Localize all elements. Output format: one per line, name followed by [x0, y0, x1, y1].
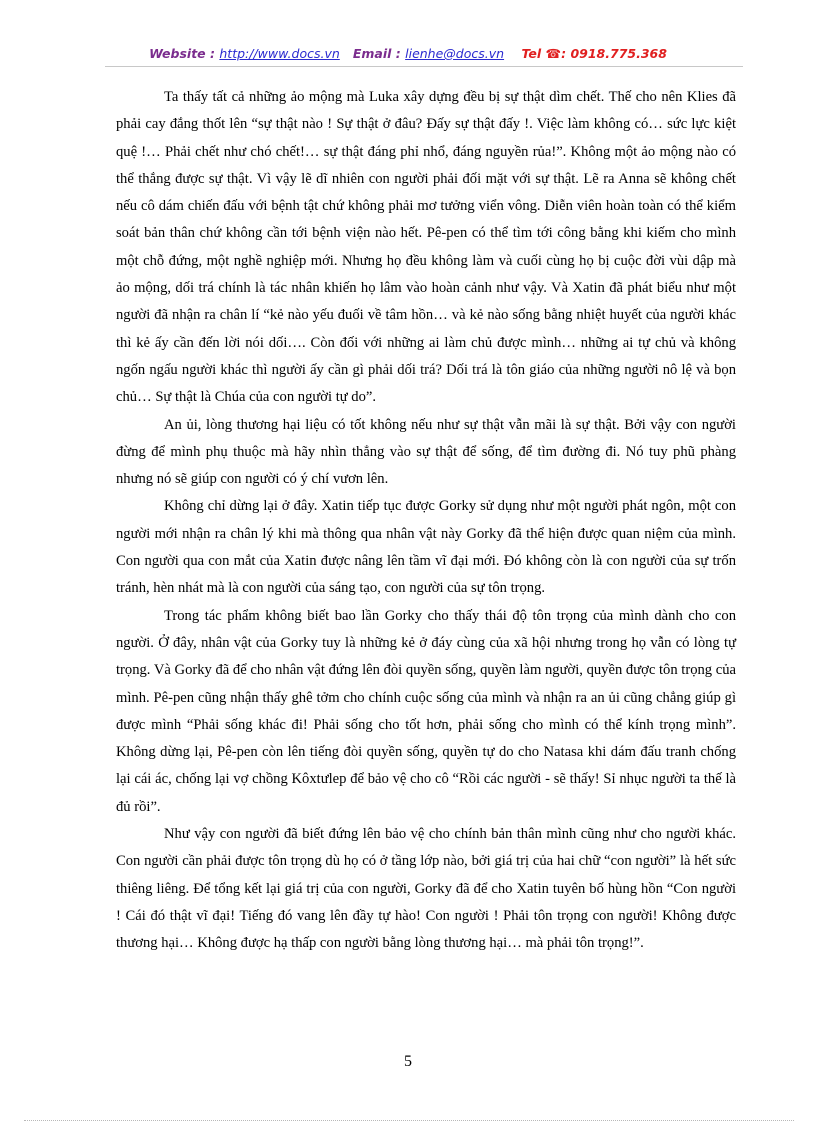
page-header — [0, 46, 816, 61]
paragraph: An ủi, lòng thương hại liệu có tốt không nếu như sự thật vẫn mãi là sự thật. Bởi vậy con người đừng để mình phụ thuộc mà hãy nhìn thẳng vào sự thật để sống, để tìm đường đi. Nó tuy phũ phàng nhưng nó sẽ giúp con người có ý chí vươn lên. — [116, 416, 736, 488]
page-number: 5 — [404, 1053, 412, 1070]
email-label: Email : — [352, 46, 401, 61]
paragraph: Như vậy con người đã biết đứng lên bảo vệ cho chính bản thân mình cũng như cho người khác. Con người cần phải được tôn trọng dù họ có ở tầng lớp nào, bởi giá trị của hai chữ “con người” là hết sức thiêng liêng. Để tổng kết lại giá trị của con người, Gorky đã để cho Xatin tuyên bố hùng hồn “Con người ! Cái đó thật vĩ đại! Tiếng đó vang lên đầy tự hào! Con người ! Phải tôn trọng con người! Không được thương hại… Không được hạ thấp con người bằng lòng thương hại… mà phải tôn trọng!”. — [116, 826, 736, 952]
website-label: Website : — [149, 46, 216, 61]
footer-divider — [24, 1120, 794, 1121]
paragraph: Trong tác phẩm không biết bao lần Gorky cho thấy thái độ tôn trọng của mình dành cho con người. Ở đây, nhân vật của Gorky tuy là những kẻ ở đáy cùng của xã hội nhưng trong họ vẫn có lòng tự trọng. Và Gorky đã để cho nhân vật đứng lên đòi quyền sống, quyền làm người, quyền được tôn trọng của mình. Pê-pen cũng nhận thấy ghê tởm cho chính cuộc sống của mình và nhận ra an ủi cũng chẳng giúp gì được mình “Phải sống khác đi! Phải sống cho tốt hơn, phải sống cho mình có thể kính trọng mình”. Không dừng lại, Pê-pen còn lên tiếng đòi quyền sống, quyền tự do cho Natasa khi dám đấu tranh chống lại cái ác, chống lại vợ chồng Kôxtưlep để bảo vệ cho cô “Rồi các người - sẽ thấy! Sỉ nhục người ta thế là đủ rồi”. — [116, 607, 736, 815]
tel-number: 0918.775.368 — [570, 46, 667, 61]
paragraph: Ta thấy tất cả những ảo mộng mà Luka xây dựng đều bị sự thật dìm chết. Thế cho nên Klies đã phải cay đắng thốt lên “sự thật nào ! Sự thật ở đâu? Đấy sự thật đấy !. Việc làm không có… sức lực kiệt quệ !… Phải chết như chó chết!… sự thật đáng phỉ nhổ, đáng nguyền rủa!”. Không một ảo mộng nào có thể thắng được sự thật. Vì vậy lẽ dĩ nhiên con người phải đối mặt với sự thật. Lẽ ra Anna sẽ không chết nếu cô dám chiến đấu với bệnh tật chứ không phải mơ tưởng viển vông. Diễn viên hoàn toàn có thể kiểm soát bản thân chứ không cần tới bệnh viện nào hết. Pê-pen có thể tìm tới công bằng khi kiếm cho mình một chỗ đứng, một nghề nghiệp mới. Nhưng họ đều không làm và cuối cùng họ bị cuộc đời vùi dập mà ảo mộng, dối trá chính là tác nhân khiến họ lâm vào hoàn cảnh như vậy. Và Xatin đã phát biểu như một người đã nhận ra chân lí “kẻ nào yếu đuối về tâm hồn… và kẻ nào sống bằng nhiệt huyết của người khác thì kẻ ấy cần đến lời nói dối…. Còn đối với những ai làm chủ được mình… những ai tự chủ và không ngốn ngấu người khác thì người ấy cần gì phải dối trá? Dối trá là tôn giáo của những người nô lệ và bọn chủ… Sự thật là Chúa của con người tự do”. — [116, 89, 736, 406]
document-body — [116, 84, 736, 958]
email-link[interactable]: lienhe@docs.vn — [405, 46, 505, 61]
header-divider — [105, 66, 743, 67]
tel-label: Tel ☎: — [521, 46, 567, 61]
paragraph: Không chỉ dừng lại ở đây. Xatin tiếp tục được Gorky sử dụng như một người phát ngôn, một con người mới nhận ra chân lý khi mà thông qua nhân vật này Gorky đã thể hiện được quan niệm của mình. Con người qua con mắt của Xatin được nâng lên tầm vĩ đại mới. Đó không còn là con người của sự trốn tránh, hèn nhát mà là con người của sáng tạo, con người của sự tôn trọng. — [116, 498, 736, 597]
website-link[interactable]: http://www.docs.vn — [219, 46, 340, 61]
